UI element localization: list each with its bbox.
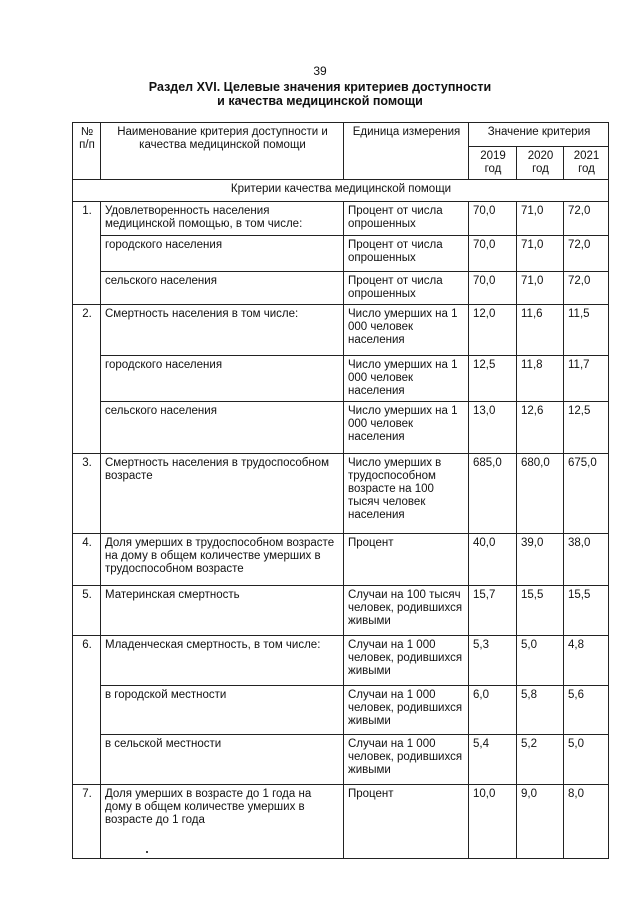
table-row: [73, 785, 609, 859]
row-value-2019: 70,0: [469, 236, 517, 272]
table-row: [73, 236, 609, 272]
row-value-2020: 680,0: [517, 454, 564, 534]
table-row: [73, 636, 609, 686]
row-value-2019: 70,0: [469, 272, 517, 305]
row-value-2021: 11,5: [564, 305, 609, 356]
header-year-2019: 2019 год: [469, 147, 517, 180]
row-num: 6.: [73, 636, 101, 785]
header-value-group: Значение критерия: [469, 123, 609, 147]
row-unit: Процент: [344, 785, 469, 859]
header-unit: Единица измерения: [344, 123, 469, 180]
row-unit: Процент от числа опрошенных: [344, 236, 469, 272]
row-name: сельского населения: [101, 272, 344, 305]
scan-mark: [146, 851, 148, 853]
row-value-2019: 6,0: [469, 686, 517, 735]
row-value-2020: 11,6: [517, 305, 564, 356]
row-unit: Число умерших на 1 000 человек населения: [344, 402, 469, 454]
row-num: 5.: [73, 586, 101, 636]
row-value-2019: 10,0: [469, 785, 517, 859]
table-row: [73, 202, 609, 236]
row-num: 4.: [73, 534, 101, 586]
row-value-2021: 5,0: [564, 735, 609, 785]
row-num: 2.: [73, 305, 101, 454]
title-line-1: Раздел XVI. Целевые значения критериев доступности: [148, 80, 492, 94]
row-value-2020: 12,6: [517, 402, 564, 454]
row-name: в городской местности: [101, 686, 344, 735]
row-unit: Число умерших на 1 000 человек населения: [344, 356, 469, 402]
row-unit: Процент от числа опрошенных: [344, 202, 469, 236]
row-value-2020: 39,0: [517, 534, 564, 586]
row-value-2021: 72,0: [564, 202, 609, 236]
row-name: в сельской местности: [101, 735, 344, 785]
row-value-2021: 8,0: [564, 785, 609, 859]
row-value-2021: 12,5: [564, 402, 609, 454]
row-value-2020: 71,0: [517, 272, 564, 305]
table-row: [73, 272, 609, 305]
row-name: Материнская смертность: [101, 586, 344, 636]
table-row: [73, 402, 609, 454]
row-value-2020: 15,5: [517, 586, 564, 636]
row-value-2019: 685,0: [469, 454, 517, 534]
row-value-2019: 70,0: [469, 202, 517, 236]
row-value-2020: 5,2: [517, 735, 564, 785]
row-name: сельского населения: [101, 402, 344, 454]
row-name: Доля умерших в возрасте до 1 года на дому в общем количестве умерших в возрасте до 1 года: [101, 785, 344, 859]
row-value-2021: 5,6: [564, 686, 609, 735]
row-value-2019: 13,0: [469, 402, 517, 454]
row-unit: Случаи на 1 000 человек, родившихся живыми: [344, 686, 469, 735]
header-name: Наименование критерия доступности и качества медицинской помощи: [101, 123, 344, 180]
row-value-2021: 4,8: [564, 636, 609, 686]
header-num: № п/п: [73, 123, 101, 180]
table-row: [73, 735, 609, 785]
row-value-2019: 5,4: [469, 735, 517, 785]
title-line-2: и качества медицинской помощи: [217, 94, 423, 108]
row-name: Смертность населения в трудоспособном возрасте: [101, 454, 344, 534]
row-value-2020: 5,8: [517, 686, 564, 735]
row-value-2020: 71,0: [517, 236, 564, 272]
row-value-2020: 11,8: [517, 356, 564, 402]
row-name: Удовлетворенность населения медицинской помощью, в том числе:: [101, 202, 344, 236]
section-header: Критерии качества медицинской помощи: [73, 180, 609, 202]
section-title: [0, 80, 640, 108]
table-row: [73, 586, 609, 636]
row-value-2021: 15,5: [564, 586, 609, 636]
row-value-2020: 71,0: [517, 202, 564, 236]
row-name: Младенческая смертность, в том числе:: [101, 636, 344, 686]
row-value-2019: 40,0: [469, 534, 517, 586]
table-row: [73, 686, 609, 735]
row-unit: Процент: [344, 534, 469, 586]
row-num: 7.: [73, 785, 101, 859]
row-value-2021: 72,0: [564, 236, 609, 272]
criteria-table: [72, 122, 609, 859]
row-value-2021: 11,7: [564, 356, 609, 402]
row-name: городского населения: [101, 236, 344, 272]
row-value-2020: 5,0: [517, 636, 564, 686]
row-unit: Число умерших на 1 000 человек населения: [344, 305, 469, 356]
row-value-2021: 72,0: [564, 272, 609, 305]
row-value-2021: 38,0: [564, 534, 609, 586]
row-value-2020: 9,0: [517, 785, 564, 859]
table-row: [73, 356, 609, 402]
table-row: [73, 534, 609, 586]
row-value-2021: 675,0: [564, 454, 609, 534]
row-value-2019: 5,3: [469, 636, 517, 686]
row-unit: Число умерших в трудоспособном возрасте на 100 тысяч человек населения: [344, 454, 469, 534]
header-year-2020: 2020 год: [517, 147, 564, 180]
page-number: 39: [313, 64, 327, 78]
table-row: [73, 454, 609, 534]
row-name: городского населения: [101, 356, 344, 402]
row-value-2019: 12,5: [469, 356, 517, 402]
table-row: [73, 305, 609, 356]
row-unit: Случаи на 1 000 человек, родившихся живыми: [344, 636, 469, 686]
row-value-2019: 15,7: [469, 586, 517, 636]
row-name: Смертность населения в том числе:: [101, 305, 344, 356]
row-value-2019: 12,0: [469, 305, 517, 356]
row-unit: Случаи на 100 тысяч человек, родившихся живыми: [344, 586, 469, 636]
header-year-2021: 2021 год: [564, 147, 609, 180]
row-unit: Процент от числа опрошенных: [344, 272, 469, 305]
row-unit: Случаи на 1 000 человек, родившихся живыми: [344, 735, 469, 785]
row-num: 3.: [73, 454, 101, 534]
row-num: 1.: [73, 202, 101, 305]
row-name: Доля умерших в трудоспособном возрасте на дому в общем количестве умерших в трудоспособном возрасте: [101, 534, 344, 586]
